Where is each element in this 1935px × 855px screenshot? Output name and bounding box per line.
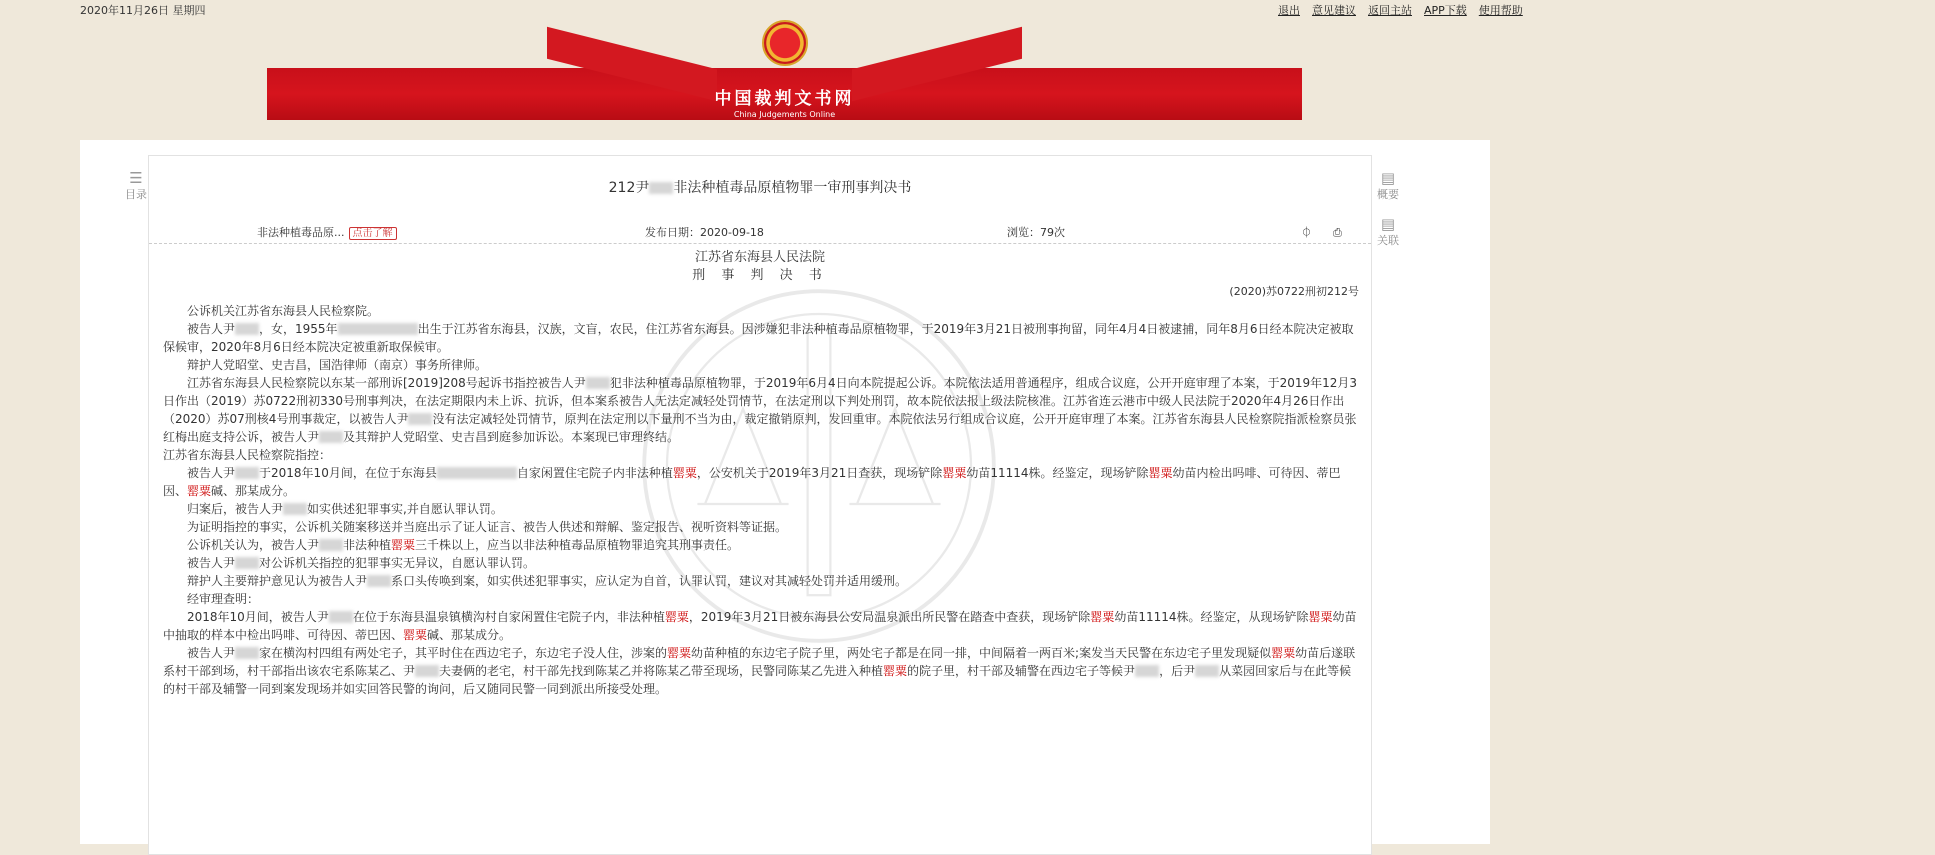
paragraph-text: 的院子里，村干部及辅警在西边宅子等候尹 xyxy=(907,664,1136,678)
paragraph-text: 被告人尹 xyxy=(187,466,236,480)
document-title xyxy=(149,178,1371,198)
paragraph xyxy=(163,644,1361,698)
top-links xyxy=(1278,4,1523,18)
cause-text: 非法种植毒品原... xyxy=(257,226,345,239)
redacted-text xyxy=(338,323,418,335)
case-number: (2020)苏0722刑初212号 xyxy=(1229,285,1359,298)
paragraph-text: 家在横沟村四组有两处宅子，其平时住在西边宅子，东边宅子没人住，涉案的 xyxy=(259,646,668,660)
redacted-text xyxy=(586,377,610,389)
highlighted-keyword: 罂粟 xyxy=(1308,610,1333,624)
feedback-link[interactable]: 意见建议 xyxy=(1312,4,1356,17)
paragraph xyxy=(163,446,1361,464)
paragraph-text: 幼苗11114株。经鉴定，现场铲除 xyxy=(966,466,1149,480)
paragraph xyxy=(163,518,1361,536)
paragraph-text: 被告人尹 xyxy=(187,646,236,660)
paragraph xyxy=(163,536,1361,554)
redacted-text xyxy=(319,431,343,443)
paragraph-text: 为证明指控的事实，公诉机关随案移送并当庭出示了证人证言、被告人供述和辩解、鉴定报告、视听资料等证据。 xyxy=(187,520,788,534)
paragraph-text: 犯非法种植毒品原植物罪，于2019年6月4日向本院提起公诉。本院依法适用普通程序，组成合议庭，公开开庭审理了本案，于2019年12月3日作出（2019）苏0722刑初330号刑事判决，在法定期限内未上诉、抗诉，但本案系被告人无法定减轻处罚情节，在法定刑以下判处刑罚，故本院依法报上级法院核准。江苏省连云港市中级人民法院于2020年4月26日作出（2020）苏07刑核4号刑事裁定，以被告人尹 xyxy=(163,376,1358,426)
redacted-text xyxy=(367,575,391,587)
paragraph xyxy=(163,464,1361,500)
paragraph-text: 对公诉机关指控的犯罪事实无异议，自愿认罪认罚。 xyxy=(259,556,536,570)
paragraph xyxy=(163,590,1361,608)
paragraph xyxy=(163,554,1361,572)
paragraph-text: 系口头传唤到案，如实供述犯罪事实，应认定为自首，认罪认罚，建议对其减轻处罚并适用缓刑。 xyxy=(391,574,908,588)
document-icon: ▤ xyxy=(1380,169,1396,187)
site-title: 中国裁判文书网 xyxy=(714,89,855,109)
paragraph-text: 辩护人党昭堂、史吉昌，国浩律师（南京）事务所律师。 xyxy=(187,358,488,372)
app-download-link[interactable]: APP下载 xyxy=(1424,4,1467,17)
paragraph-text: 出生于江苏省东海县，汉族，文盲，农民，住江苏省东海县。因涉嫌犯非法种植毒品原植物罪，于2019年3月21日被刑事拘留，同年4月4日被逮捕，同年8月6日经本院决定被取保候审，2020年8月6日经本院决定被重新取保候审。 xyxy=(163,322,1354,354)
paragraph-text: ，女，1955年 xyxy=(259,322,338,336)
summary-label: 概要 xyxy=(1377,188,1399,201)
help-link[interactable]: 使用帮助 xyxy=(1478,4,1523,17)
paragraph-text: ，2019年3月21日被东海县公安局温泉派出所民警在踏查中查获，现场铲除 xyxy=(688,610,1091,624)
highlighted-keyword: 罂粟 xyxy=(403,628,428,642)
redacted-text xyxy=(437,467,517,479)
paragraph-text: 公诉机关江苏省东海县人民检察院。 xyxy=(187,304,380,318)
redacted-text xyxy=(283,503,307,515)
paragraph xyxy=(163,500,1361,518)
paragraph-text: 夫妻俩的老宅，村干部先找到陈某乙并将陈某乙带至现场，民警同陈某乙先进入种植 xyxy=(439,664,884,678)
redacted-text xyxy=(235,467,259,479)
case-cause xyxy=(257,225,397,241)
highlighted-keyword: 罂粟 xyxy=(187,484,212,498)
paragraph-text: 没有法定减轻处罚情节，原判在法定刑以下量刑不当为由，裁定撤销原判，发回重审。本院依法另行组成合议庭，公开开庭审理了本案。江苏省东海县人民检察院指派检察员张红梅出庭支持公诉，被告人尹 xyxy=(163,412,1357,444)
site-subtitle: China Judgements Online xyxy=(733,110,836,119)
paragraph-text: 辩护人主要辩护意见认为被告人尹 xyxy=(187,574,368,588)
highlighted-keyword: 罂粟 xyxy=(1090,610,1115,624)
current-date: 2020年11月26日 星期四 xyxy=(80,4,206,17)
highlighted-keyword: 罂粟 xyxy=(1148,466,1173,480)
paragraph-text: 归案后，被告人尹 xyxy=(187,502,284,516)
related-button[interactable] xyxy=(1376,216,1400,247)
court-emblem-icon xyxy=(762,20,808,66)
paragraph-text: 2018年10月间，被告人尹 xyxy=(187,610,329,624)
paragraph-text: 在位于东海县温泉镇横沟村自家闲置住宅院子内，非法种植 xyxy=(352,610,665,624)
highlighted-keyword: 罂粟 xyxy=(883,664,908,678)
learn-more-tag[interactable]: 点击了解 xyxy=(349,227,397,240)
highlighted-keyword: 罂粟 xyxy=(664,610,689,624)
redacted-text xyxy=(235,647,259,659)
paragraph-text: 幼苗后遂联系村干部到场，村干部指出该农宅系陈某乙、尹 xyxy=(163,646,1356,678)
paragraph-text: ，公安机关于2019年3月21日查获，现场铲除 xyxy=(696,466,943,480)
related-label: 关联 xyxy=(1377,234,1399,247)
paragraph-text: 及其辩护人党昭堂、史吉昌到庭参加诉讼。本案现已审理终结。 xyxy=(343,430,680,444)
paragraph-text: 幼苗种植的东边宅子院子里，两处宅子都是在同一排，中间隔着一两百米;案发当天民警在东边宅子里发现疑似 xyxy=(691,646,1272,660)
title-suffix: 非法种植毒品原植物罪一审刑事判决书 xyxy=(673,180,912,196)
highlighted-keyword: 罂粟 xyxy=(667,646,692,660)
paragraph xyxy=(163,608,1361,644)
redacted-text xyxy=(235,323,259,335)
paragraph-text: 自家闲置住宅院子内非法种植 xyxy=(516,466,673,480)
paragraph-text: 幼苗中抽取的样本中检出吗啡、可待因、蒂巴因、 xyxy=(163,610,1357,642)
site-banner xyxy=(267,18,1302,120)
paragraph xyxy=(163,356,1361,374)
paragraph-text: 经审理查明： xyxy=(187,592,260,606)
document-icon: ▤ xyxy=(1380,215,1396,233)
redacted-name xyxy=(649,182,673,194)
redacted-text xyxy=(1195,665,1219,677)
redacted-text xyxy=(415,665,439,677)
paragraph-text: 江苏省东海县人民检察院以东某一部刑诉[2019]208号起诉书指控被告人尹 xyxy=(187,376,586,390)
court-name: 江苏省东海县人民法院 xyxy=(694,250,825,265)
redacted-text xyxy=(1135,665,1159,677)
paragraph-text: 被告人尹 xyxy=(187,322,236,336)
paragraph-text: 非法种植 xyxy=(343,538,392,552)
highlighted-keyword: 罂粟 xyxy=(1271,646,1296,660)
highlighted-keyword: 罂粟 xyxy=(942,466,967,480)
redacted-text xyxy=(235,557,259,569)
view-count: 浏览：79次 xyxy=(1007,226,1065,239)
title-prefix: 212尹 xyxy=(608,180,650,196)
paragraph xyxy=(163,302,1361,320)
paragraph xyxy=(163,374,1361,446)
paragraph xyxy=(163,320,1361,356)
redacted-text xyxy=(408,413,432,425)
paragraph-text: 于2018年10月间，在位于东海县 xyxy=(259,466,437,480)
court-heading xyxy=(149,249,1371,285)
paragraph-text: 幼苗11114株。经鉴定，从现场铲除 xyxy=(1114,610,1309,624)
list-icon: ☰ xyxy=(129,169,143,187)
document-body xyxy=(163,302,1361,698)
highlighted-keyword: 罂粟 xyxy=(672,466,697,480)
logout-link[interactable]: 退出 xyxy=(1278,4,1300,17)
paragraph-text: 如实供述犯罪事实,并自愿认罪认罚。 xyxy=(307,502,503,516)
publish-date: 发布日期：2020-09-18 xyxy=(645,226,764,239)
paragraph-text: 幼苗内检出吗啡、可待因、蒂巴因、 xyxy=(163,466,1341,498)
document-meta xyxy=(149,222,1371,244)
redacted-text xyxy=(319,539,343,551)
paragraph-text: 公诉机关认为，被告人尹 xyxy=(187,538,320,552)
summary-button[interactable] xyxy=(1376,170,1400,201)
content-panel xyxy=(80,140,1490,844)
toc-button[interactable] xyxy=(124,170,148,201)
paragraph-text: 碱、那某成分。 xyxy=(211,484,296,498)
toc-label: 目录 xyxy=(125,188,147,201)
paragraph-text: 江苏省东海县人民检察院指控： xyxy=(163,448,332,462)
main-site-link[interactable]: 返回主站 xyxy=(1368,4,1412,17)
download-icon[interactable]: ⏀ xyxy=(1301,226,1312,239)
redacted-text xyxy=(329,611,353,623)
document-type: 刑 事 判 决 书 xyxy=(692,268,828,283)
paragraph-text: 被告人尹 xyxy=(187,556,236,570)
paragraph xyxy=(163,572,1361,590)
paragraph-text: 三千株以上，应当以非法种植毒品原植物罪追究其刑事责任。 xyxy=(415,538,740,552)
paragraph-text: 从菜园回家后与在此等候的村干部及辅警一同到案发现场并如实回答民警的询问，后又随同民警一同到派出所接受处理。 xyxy=(163,664,1352,696)
paragraph-text: 碱、那某成分。 xyxy=(427,628,512,642)
highlighted-keyword: 罂粟 xyxy=(391,538,416,552)
paragraph-text: ，后尹 xyxy=(1159,664,1196,678)
print-icon[interactable]: ⎙ xyxy=(1333,226,1342,239)
judgment-document xyxy=(148,155,1372,855)
